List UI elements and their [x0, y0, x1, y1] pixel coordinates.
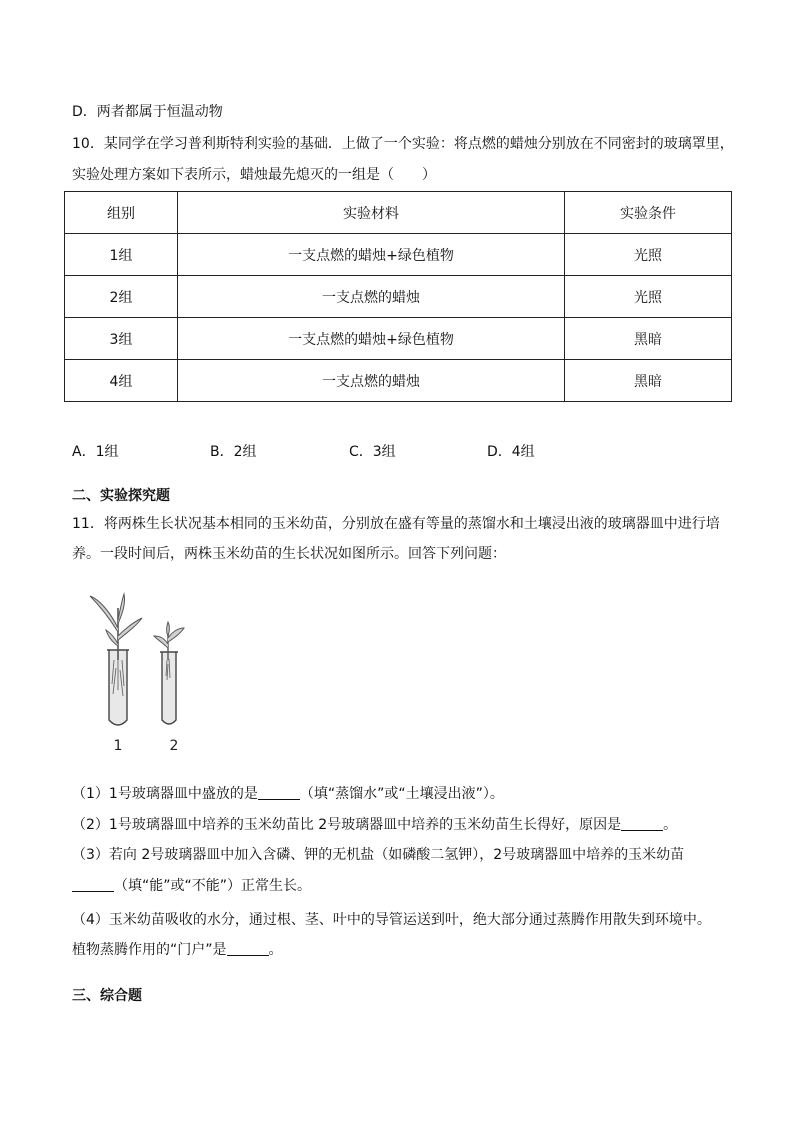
figure-label-2: 2	[169, 738, 179, 754]
table-cell: 光照	[565, 276, 732, 318]
table-cell: 4组	[65, 360, 178, 402]
option-d[interactable]: D．4组	[487, 444, 535, 460]
q11-sub1	[72, 784, 504, 804]
table-row	[65, 234, 732, 276]
table-cell: 一支点燃的蜡烛+绿色植物	[178, 234, 565, 276]
table-row	[65, 318, 732, 360]
q10-stem-line2: 实验处理方案如下表所示，蜡烛最先熄灭的一组是（ ）	[72, 167, 436, 183]
q11-sub4-line2	[72, 940, 283, 960]
table-header: 实验条件	[565, 192, 732, 234]
option-c[interactable]: C．3组	[349, 444, 396, 460]
q11-sub3-hint: （填“能”或“不能”）正常生长。	[114, 878, 312, 894]
test-tube-1	[107, 650, 129, 725]
table-cell: 1组	[65, 234, 178, 276]
table-cell: 一支点燃的蜡烛	[178, 276, 565, 318]
answer-blank[interactable]	[227, 941, 269, 956]
table-header: 组别	[65, 192, 178, 234]
q11-sub2-text: （2）1号玻璃器皿中培养的玉米幼苗比 2号玻璃器皿中培养的玉米幼苗生长得好，原因是	[72, 817, 622, 833]
table-header-row	[65, 192, 732, 234]
q11-stem-line2: 养。一段时间后，两株玉米幼苗的生长状况如图所示。回答下列问题：	[72, 546, 506, 562]
answer-blank[interactable]	[72, 877, 114, 892]
q11-sub4-line1: （4）玉米幼苗吸收的水分，通过根、茎、叶中的导管运送到叶，绝大部分通过蒸腾作用散失到环境中。	[72, 912, 711, 928]
q11-sub3-line2	[72, 876, 311, 896]
q11-sub4-text: 植物蒸腾作用的“门户”是	[72, 942, 227, 958]
q11-sub1-text: （1）1号玻璃器皿中盛放的是	[72, 786, 258, 802]
q9-option-d: D．两者都属于恒温动物	[72, 104, 223, 120]
q11-sub3-line1: （3）若向 2号玻璃器皿中加入含磷、钾的无机盐（如磷酸二氢钾），2号玻璃器皿中培养的玉米幼苗	[72, 847, 685, 863]
q10-options	[72, 441, 572, 461]
q10-stem-line1: 10．某同学在学习普利斯特利实验的基础．上做了一个实验：将点燃的蜡烛分别放在不同密封的玻璃罩里，	[72, 136, 734, 152]
table-cell: 3组	[65, 318, 178, 360]
section-3-title: 三、综合题	[72, 988, 142, 1004]
table-row	[65, 276, 732, 318]
table-cell: 光照	[565, 234, 732, 276]
test-tube-2	[160, 652, 178, 724]
table-cell: 黑暗	[565, 318, 732, 360]
table-cell: 2组	[65, 276, 178, 318]
section-2-title: 二、实验探究题	[72, 488, 170, 504]
option-b[interactable]: B．2组	[210, 444, 257, 460]
table-header: 实验材料	[178, 192, 565, 234]
answer-blank[interactable]	[621, 816, 663, 831]
table-cell: 黑暗	[565, 360, 732, 402]
q11-sub1-hint: （填“蒸馏水”或“土壤浸出液”）。	[299, 786, 504, 802]
table-cell: 一支点燃的蜡烛	[178, 360, 565, 402]
q11-sub4-end: 。	[268, 942, 283, 958]
q11-sub2-end: 。	[663, 817, 678, 833]
q11-stem-line1: 11．将两株生长状况基本相同的玉米幼苗，分别放在盛有等量的蒸馏水和土壤浸出液的玻璃器皿中进行培	[72, 516, 720, 532]
table-cell: 一支点燃的蜡烛+绿色植物	[178, 318, 565, 360]
experiment-table	[64, 191, 732, 402]
option-a[interactable]: A．1组	[72, 444, 119, 460]
corn-seedling-figure	[82, 588, 202, 758]
q11-sub2	[72, 815, 677, 835]
answer-blank[interactable]	[258, 785, 300, 800]
figure-label-1: 1	[113, 738, 123, 754]
table-row	[65, 360, 732, 402]
